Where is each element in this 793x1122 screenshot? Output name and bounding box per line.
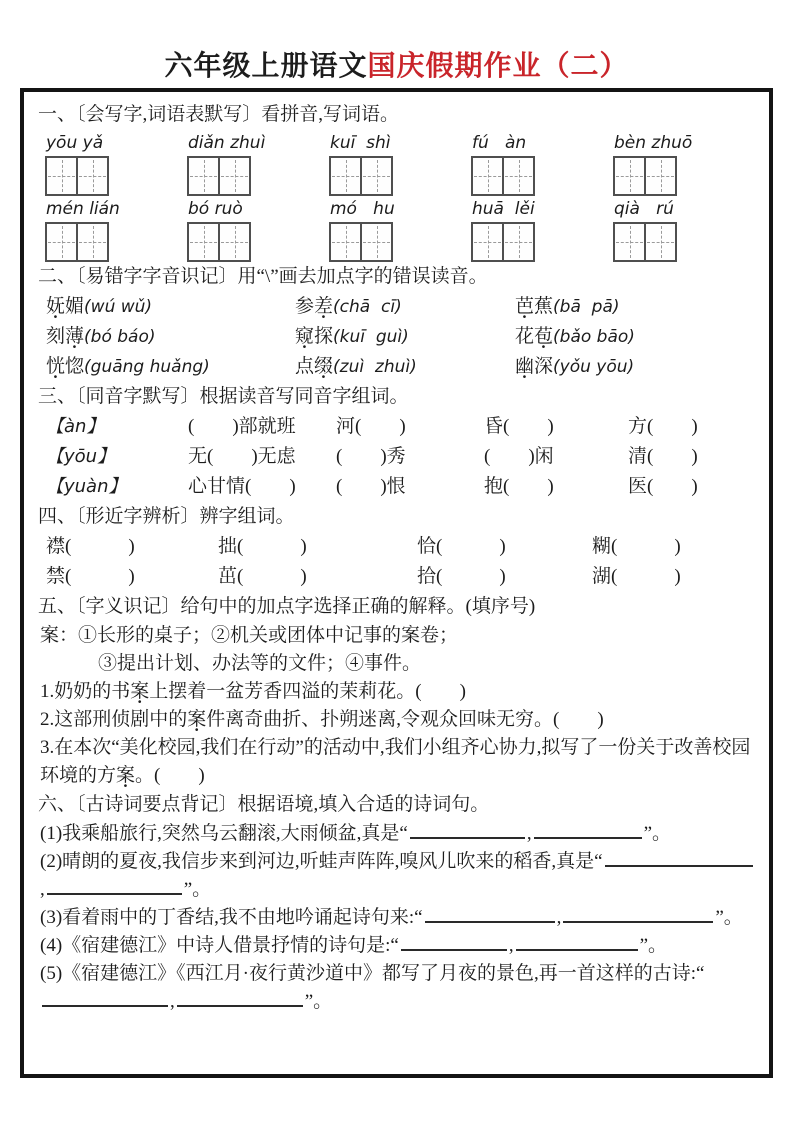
- pinyin-label: mén lián: [46, 199, 120, 219]
- writing-cell[interactable]: [360, 224, 391, 260]
- writing-cell[interactable]: [189, 158, 218, 194]
- pinyin-label: mó hu: [330, 199, 395, 219]
- writing-grid[interactable]: [329, 156, 393, 196]
- similar-char-row: [38, 532, 755, 562]
- fill-word: 无( )无虑: [188, 446, 296, 467]
- pinyin-bracket-label: 【yōu】: [46, 446, 116, 467]
- section5-heading: 五、〔字义识记〕给句中的加点字选择正确的解释。(填序号): [38, 596, 536, 617]
- writing-cell[interactable]: [644, 224, 675, 260]
- pinyin-grid-unit: [187, 132, 329, 196]
- dotted-char: 窥: [295, 326, 315, 347]
- fill-word: 襟( ): [46, 536, 135, 557]
- homophone-row: [38, 412, 755, 442]
- writing-cell[interactable]: [473, 224, 502, 260]
- answer-blank[interactable]: [605, 852, 753, 867]
- section2-heading: 二、〔易错字字音识记〕用“\”画去加点字的错误读音。: [38, 266, 488, 287]
- fill-word: ( )秀: [336, 446, 406, 467]
- fill-word: 拙( ): [218, 536, 307, 557]
- word-pinyin: (bǎo bāo): [553, 327, 635, 347]
- sentence-text: 上摆着一盆芳香四溢的茉莉花。( ): [149, 681, 466, 702]
- worksheet-border-box: [20, 88, 773, 1078]
- dotted-char: 案: [116, 765, 136, 786]
- fill-word: 方( ): [628, 416, 698, 437]
- writing-cell[interactable]: [473, 158, 502, 194]
- answer-blank[interactable]: [516, 936, 638, 951]
- writing-cell[interactable]: [76, 224, 107, 260]
- fill-word: 湖( ): [592, 566, 681, 587]
- word-item: [515, 292, 755, 322]
- pinyin-label: bèn zhuō: [614, 133, 693, 153]
- writing-grid[interactable]: [471, 222, 535, 262]
- similar-char-row: [38, 562, 755, 592]
- title-grade-part: 六年级上册语文: [164, 51, 368, 82]
- fill-word: 糊( ): [592, 536, 681, 557]
- writing-cell[interactable]: [502, 224, 533, 260]
- dotted-char: 芭: [515, 296, 535, 317]
- meaning-sentence: [38, 706, 755, 734]
- word-pinyin: (yǒu yōu): [553, 357, 635, 377]
- question-end: ”。: [639, 935, 668, 956]
- writing-grid[interactable]: [187, 156, 251, 196]
- answer-blank[interactable]: [177, 992, 303, 1007]
- question-end: ”。: [715, 907, 743, 928]
- question-separator: ,: [508, 935, 514, 956]
- word-text: 点: [295, 356, 315, 377]
- pinyin-label: yōu yǎ: [46, 133, 104, 153]
- answer-blank[interactable]: [42, 992, 168, 1007]
- meaning-sentence: [38, 678, 755, 706]
- writing-grid[interactable]: [45, 222, 109, 262]
- answer-blank[interactable]: [534, 824, 642, 839]
- fill-word: 心甘情( ): [188, 476, 296, 497]
- pinyin-grid-unit: [329, 132, 471, 196]
- sentence-text: 件离奇曲折、扑朔迷离,令观众回味无穷。( ): [206, 709, 604, 730]
- pinyin-grid-unit: [187, 198, 329, 262]
- word-pinyin: (zuì zhuì): [333, 357, 417, 377]
- writing-cell[interactable]: [47, 158, 76, 194]
- writing-cell[interactable]: [615, 224, 644, 260]
- section6-heading: 六、〔古诗词要点背记〕根据语境,填入合适的诗词句。: [38, 794, 490, 815]
- question-text: (3)看着雨中的丁香结,我不由地吟诵起诗句来:“: [40, 907, 423, 928]
- question-text: (4)《宿建德江》中诗人借景抒情的诗句是:“: [40, 935, 399, 956]
- homophone-row: [38, 472, 755, 502]
- fill-word: 医( ): [628, 476, 698, 497]
- pinyin-label: kuī shì: [330, 133, 391, 153]
- pinyin-grid-unit: [45, 132, 187, 196]
- pinyin-label: huā lěi: [472, 199, 535, 219]
- poetry-question: [38, 904, 755, 932]
- section2-word-list: [38, 292, 755, 382]
- poetry-question: [38, 932, 755, 960]
- writing-cell[interactable]: [502, 158, 533, 194]
- question-end: ”。: [643, 823, 672, 844]
- fill-word: 禁( ): [46, 566, 135, 587]
- writing-grid[interactable]: [613, 222, 677, 262]
- section3-heading: 三、〔同音字默写〕根据读音写同音字组词。: [38, 386, 409, 407]
- word-item: [295, 292, 515, 322]
- question-separator: ,: [526, 823, 532, 844]
- word-text: 惚: [65, 356, 85, 377]
- dotted-char: 差: [314, 296, 334, 317]
- dotted-char: 案: [187, 709, 207, 730]
- question-separator: ,: [556, 907, 562, 928]
- definition-line-2: ③提出计划、办法等的文件；④事件。: [98, 653, 422, 674]
- homophone-row: [38, 442, 755, 472]
- question-text: (2)晴朗的夏夜,我信步来到河边,听蛙声阵阵,嗅风儿吹来的稻香,真是“: [40, 851, 603, 872]
- writing-cell[interactable]: [644, 158, 675, 194]
- writing-cell[interactable]: [331, 158, 360, 194]
- section1-heading: 一、〔会写字,词语表默写〕看拼音,写词语。: [38, 104, 400, 125]
- word-item: [295, 352, 515, 382]
- question-end: ”。: [183, 879, 212, 900]
- title-holiday-part: 国庆假期作业（二）: [367, 51, 629, 82]
- answer-blank[interactable]: [401, 936, 507, 951]
- word-pinyin: (kuī guì): [333, 327, 409, 347]
- poetry-question: [38, 848, 755, 904]
- word-item: [46, 322, 295, 352]
- pinyin-grid-unit: [613, 198, 755, 262]
- answer-blank[interactable]: [47, 880, 182, 895]
- question-end: ”。: [304, 991, 333, 1012]
- writing-cell[interactable]: [47, 224, 76, 260]
- pinyin-grid-unit: [329, 198, 471, 262]
- question-text: (5)《宿建德江》《西江月·夜行黄沙道中》都写了月夜的景色,再一首这样的古诗:“: [40, 963, 705, 984]
- dotted-char: 幽: [515, 356, 535, 377]
- fill-word: ( )部就班: [188, 416, 296, 437]
- word-text: 刻: [46, 326, 66, 347]
- writing-grid[interactable]: [471, 156, 535, 196]
- pinyin-label: fú àn: [472, 133, 527, 153]
- pinyin-label: qià rú: [614, 199, 674, 219]
- question-separator: ,: [40, 879, 45, 900]
- word-text: 媚: [65, 296, 85, 317]
- writing-grid[interactable]: [329, 222, 393, 262]
- sentence-text: 1.奶奶的书: [40, 681, 131, 702]
- word-text: 蕉: [534, 296, 554, 317]
- word-item: [46, 352, 295, 382]
- fill-word: ( )闲: [484, 446, 554, 467]
- writing-cell[interactable]: [360, 158, 391, 194]
- word-pinyin: (guāng huǎng): [84, 357, 210, 377]
- pinyin-grid-unit: [471, 132, 613, 196]
- word-text: 探: [314, 326, 334, 347]
- poetry-question: [38, 960, 755, 1016]
- word-text: 深: [534, 356, 554, 377]
- fill-word: ( )恨: [336, 476, 406, 497]
- writing-cell[interactable]: [218, 158, 249, 194]
- fill-word: 清( ): [628, 446, 698, 467]
- dotted-char: 缀: [314, 356, 334, 377]
- fill-word: 河( ): [336, 416, 406, 437]
- fill-word: 抱( ): [484, 476, 554, 497]
- word-text: 花: [515, 326, 535, 347]
- pinyin-grid-unit: [471, 198, 613, 262]
- pinyin-grid-unit: [613, 132, 755, 196]
- pinyin-grid-row-1: [38, 132, 755, 196]
- sentence-text: 3.在本次“美化校园,我们在行动”的活动中,我们小组齐心协力,拟写了一份关于改善校园环境的方: [40, 737, 751, 786]
- word-pinyin: (bā pā): [553, 297, 620, 317]
- word-item: [515, 322, 755, 352]
- writing-grid[interactable]: [613, 156, 677, 196]
- dotted-char: 案: [130, 681, 150, 702]
- word-pinyin: (chā cī): [333, 297, 402, 317]
- writing-cell[interactable]: [76, 158, 107, 194]
- writing-cell[interactable]: [615, 158, 644, 194]
- fill-word: 茁( ): [218, 566, 307, 587]
- writing-grid[interactable]: [45, 156, 109, 196]
- word-text: 参: [295, 296, 315, 317]
- word-item: [46, 292, 295, 322]
- sentence-text: 。( ): [135, 765, 205, 786]
- pinyin-label: diǎn zhuì: [188, 133, 266, 153]
- question-text: (1)我乘船旅行,突然乌云翻滚,大雨倾盆,真是“: [40, 823, 408, 844]
- answer-blank[interactable]: [563, 908, 713, 923]
- meaning-sentence: [38, 734, 755, 790]
- sentence-text: 2.这部刑侦剧中的: [40, 709, 188, 730]
- answer-blank[interactable]: [410, 824, 525, 839]
- word-item: [515, 352, 755, 382]
- fill-word: 恰( ): [417, 536, 506, 557]
- word-pinyin: (wú wǔ): [84, 297, 153, 317]
- pinyin-bracket-label: 【àn】: [46, 416, 105, 437]
- writing-cell[interactable]: [218, 224, 249, 260]
- question-separator: ,: [170, 991, 175, 1012]
- dotted-char: 妩: [46, 296, 66, 317]
- section4-heading: 四、〔形近字辨析〕辨字组词。: [38, 506, 295, 527]
- dotted-char: 恍: [46, 356, 66, 377]
- writing-cell[interactable]: [189, 224, 218, 260]
- word-item: [295, 322, 515, 352]
- poetry-question: [38, 820, 755, 848]
- dotted-char: 薄: [65, 326, 85, 347]
- pinyin-grid-unit: [45, 198, 187, 262]
- pinyin-bracket-label: 【yuàn】: [46, 476, 127, 497]
- definition-line-1: 案：①长形的桌子；②机关或团体中记事的案卷；: [40, 625, 459, 646]
- word-pinyin: (bó báo): [84, 327, 156, 347]
- dotted-char: 苞: [534, 326, 554, 347]
- fill-word: 昏( ): [484, 416, 554, 437]
- answer-blank[interactable]: [425, 908, 555, 923]
- page-title: [0, 44, 793, 84]
- pinyin-label: bó ruò: [188, 199, 243, 219]
- writing-grid[interactable]: [187, 222, 251, 262]
- writing-cell[interactable]: [331, 224, 360, 260]
- pinyin-grid-row-2: [38, 198, 755, 262]
- fill-word: 拾( ): [417, 566, 506, 587]
